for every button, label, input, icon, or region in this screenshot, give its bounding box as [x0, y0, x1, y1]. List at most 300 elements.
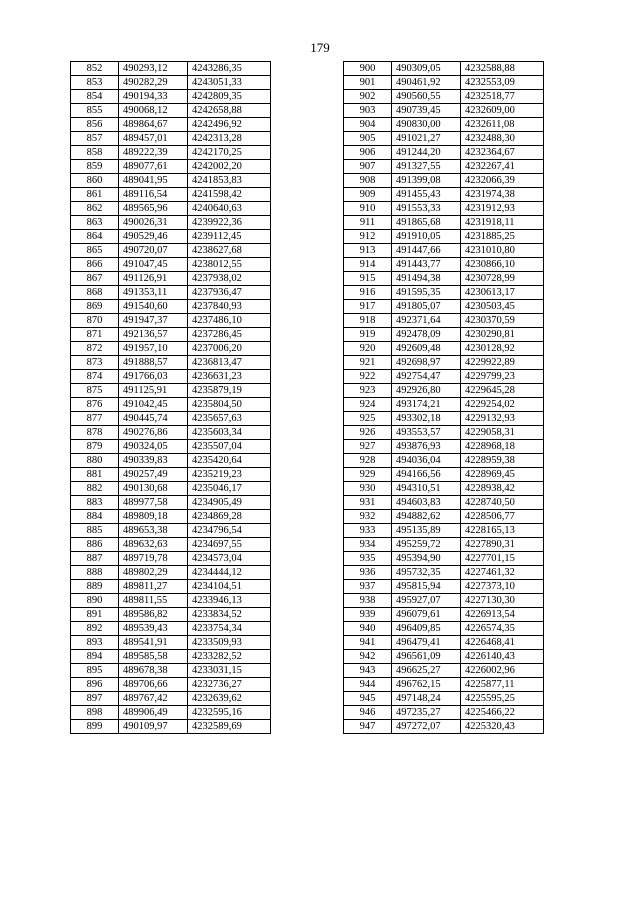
table-row: [71, 174, 271, 188]
coordinates-table-right: [343, 61, 544, 734]
x-coordinate-cell: 490560,55: [392, 90, 461, 104]
point-number-cell: 928: [344, 454, 392, 468]
point-number-cell: 852: [71, 62, 119, 76]
x-coordinate-cell: 491957,10: [119, 342, 188, 356]
point-number-cell: 884: [71, 510, 119, 524]
x-coordinate-cell: 490461,92: [392, 76, 461, 90]
point-number-cell: 925: [344, 412, 392, 426]
x-coordinate-cell: 489802,29: [119, 566, 188, 580]
table-row: [344, 482, 544, 496]
table-row: [71, 594, 271, 608]
y-coordinate-cell: 4232066,39: [461, 174, 544, 188]
x-coordinate-cell: 489457,01: [119, 132, 188, 146]
table-row: [71, 650, 271, 664]
point-number-cell: 882: [71, 482, 119, 496]
x-coordinate-cell: 490194,33: [119, 90, 188, 104]
y-coordinate-cell: 4235804,50: [188, 398, 271, 412]
x-coordinate-cell: 491595,35: [392, 286, 461, 300]
table-row: [344, 202, 544, 216]
point-number-cell: 936: [344, 566, 392, 580]
y-coordinate-cell: 4232267,41: [461, 160, 544, 174]
table-row: [71, 510, 271, 524]
table-row: [344, 90, 544, 104]
y-coordinate-cell: 4242170,25: [188, 146, 271, 160]
y-coordinate-cell: 4232609,00: [461, 104, 544, 118]
point-number-cell: 881: [71, 468, 119, 482]
point-number-cell: 912: [344, 230, 392, 244]
table-row: [71, 440, 271, 454]
x-coordinate-cell: 489586,82: [119, 608, 188, 622]
x-coordinate-cell: 490529,46: [119, 230, 188, 244]
y-coordinate-cell: 4239922,36: [188, 216, 271, 230]
x-coordinate-cell: 494166,56: [392, 468, 461, 482]
point-number-cell: 887: [71, 552, 119, 566]
table-row: [71, 720, 271, 734]
point-number-cell: 902: [344, 90, 392, 104]
table-row: [344, 678, 544, 692]
table-row: [71, 62, 271, 76]
y-coordinate-cell: 4237936,47: [188, 286, 271, 300]
point-number-cell: 896: [71, 678, 119, 692]
table-row: [344, 342, 544, 356]
x-coordinate-cell: 491244,20: [392, 146, 461, 160]
table-row: [344, 412, 544, 426]
x-coordinate-cell: 489678,38: [119, 664, 188, 678]
point-number-cell: 933: [344, 524, 392, 538]
y-coordinate-cell: 4242658,88: [188, 104, 271, 118]
x-coordinate-cell: 492609,48: [392, 342, 461, 356]
table-row: [71, 90, 271, 104]
x-coordinate-cell: 491540,60: [119, 300, 188, 314]
y-coordinate-cell: 4226574,35: [461, 622, 544, 636]
y-coordinate-cell: 4238627,68: [188, 244, 271, 258]
x-coordinate-cell: 489565,96: [119, 202, 188, 216]
table-row: [344, 454, 544, 468]
table-row: [344, 258, 544, 272]
table-row: [71, 328, 271, 342]
y-coordinate-cell: 4225320,43: [461, 720, 544, 734]
point-number-cell: 897: [71, 692, 119, 706]
y-coordinate-cell: 4227701,15: [461, 552, 544, 566]
x-coordinate-cell: 494603,83: [392, 496, 461, 510]
table-row: [71, 622, 271, 636]
y-coordinate-cell: 4230613,17: [461, 286, 544, 300]
table-row: [344, 146, 544, 160]
y-coordinate-cell: 4235420,64: [188, 454, 271, 468]
table-row: [71, 76, 271, 90]
table-row: [71, 398, 271, 412]
point-number-cell: 868: [71, 286, 119, 300]
y-coordinate-cell: 4237486,10: [188, 314, 271, 328]
point-number-cell: 906: [344, 146, 392, 160]
y-coordinate-cell: 4234697,55: [188, 538, 271, 552]
table-row: [71, 216, 271, 230]
y-coordinate-cell: 4233834,52: [188, 608, 271, 622]
point-number-cell: 879: [71, 440, 119, 454]
point-number-cell: 853: [71, 76, 119, 90]
y-coordinate-cell: 4232639,62: [188, 692, 271, 706]
table-row: [71, 258, 271, 272]
point-number-cell: 891: [71, 608, 119, 622]
point-number-cell: 883: [71, 496, 119, 510]
x-coordinate-cell: 491888,57: [119, 356, 188, 370]
point-number-cell: 938: [344, 594, 392, 608]
table-row: [344, 104, 544, 118]
y-coordinate-cell: 4227130,30: [461, 594, 544, 608]
table-row: [344, 216, 544, 230]
x-coordinate-cell: 491805,07: [392, 300, 461, 314]
x-coordinate-cell: 489653,38: [119, 524, 188, 538]
table-row: [344, 230, 544, 244]
y-coordinate-cell: 4230290,81: [461, 328, 544, 342]
y-coordinate-cell: 4226140,43: [461, 650, 544, 664]
point-number-cell: 913: [344, 244, 392, 258]
x-coordinate-cell: 489864,67: [119, 118, 188, 132]
y-coordinate-cell: 4229132,93: [461, 412, 544, 426]
y-coordinate-cell: 4229058,31: [461, 426, 544, 440]
y-coordinate-cell: 4229645,28: [461, 384, 544, 398]
x-coordinate-cell: 489222,39: [119, 146, 188, 160]
x-coordinate-cell: 496409,85: [392, 622, 461, 636]
point-number-cell: 921: [344, 356, 392, 370]
x-coordinate-cell: 495815,94: [392, 580, 461, 594]
point-number-cell: 917: [344, 300, 392, 314]
point-number-cell: 861: [71, 188, 119, 202]
y-coordinate-cell: 4227373,10: [461, 580, 544, 594]
x-coordinate-cell: 490339,83: [119, 454, 188, 468]
point-number-cell: 930: [344, 482, 392, 496]
y-coordinate-cell: 4242496,92: [188, 118, 271, 132]
table-row: [71, 608, 271, 622]
x-coordinate-cell: 495927,07: [392, 594, 461, 608]
point-number-cell: 866: [71, 258, 119, 272]
y-coordinate-cell: 4234869,28: [188, 510, 271, 524]
x-coordinate-cell: 491766,03: [119, 370, 188, 384]
x-coordinate-cell: 490720,07: [119, 244, 188, 258]
table-row: [344, 496, 544, 510]
table-row: [344, 132, 544, 146]
point-number-cell: 922: [344, 370, 392, 384]
x-coordinate-cell: 492754,47: [392, 370, 461, 384]
x-coordinate-cell: 492698,97: [392, 356, 461, 370]
point-number-cell: 923: [344, 384, 392, 398]
x-coordinate-cell: 493302,18: [392, 412, 461, 426]
x-coordinate-cell: 491042,45: [119, 398, 188, 412]
point-number-cell: 858: [71, 146, 119, 160]
x-coordinate-cell: 491047,45: [119, 258, 188, 272]
y-coordinate-cell: 4235603,34: [188, 426, 271, 440]
point-number-cell: 901: [344, 76, 392, 90]
y-coordinate-cell: 4227461,32: [461, 566, 544, 580]
point-number-cell: 860: [71, 174, 119, 188]
y-coordinate-cell: 4242809,35: [188, 90, 271, 104]
y-coordinate-cell: 4242002,20: [188, 160, 271, 174]
point-number-cell: 941: [344, 636, 392, 650]
table-row: [344, 244, 544, 258]
point-number-cell: 904: [344, 118, 392, 132]
point-number-cell: 934: [344, 538, 392, 552]
point-number-cell: 944: [344, 678, 392, 692]
point-number-cell: 889: [71, 580, 119, 594]
table-row: [344, 356, 544, 370]
y-coordinate-cell: 4234104,51: [188, 580, 271, 594]
table-row: [344, 608, 544, 622]
point-number-cell: 899: [71, 720, 119, 734]
y-coordinate-cell: 4237938,02: [188, 272, 271, 286]
table-row: [71, 160, 271, 174]
table-row: [344, 188, 544, 202]
table-row: [71, 202, 271, 216]
point-number-cell: 893: [71, 636, 119, 650]
x-coordinate-cell: 495394,90: [392, 552, 461, 566]
x-coordinate-cell: 491910,05: [392, 230, 461, 244]
x-coordinate-cell: 496762,15: [392, 678, 461, 692]
table-row: [344, 328, 544, 342]
point-number-cell: 859: [71, 160, 119, 174]
x-coordinate-cell: 491125,91: [119, 384, 188, 398]
table-row: [71, 454, 271, 468]
point-number-cell: 872: [71, 342, 119, 356]
table-row: [344, 76, 544, 90]
y-coordinate-cell: 4232553,09: [461, 76, 544, 90]
y-coordinate-cell: 4226468,41: [461, 636, 544, 650]
x-coordinate-cell: 491865,68: [392, 216, 461, 230]
x-coordinate-cell: 490324,05: [119, 440, 188, 454]
y-coordinate-cell: 4232595,16: [188, 706, 271, 720]
point-number-cell: 942: [344, 650, 392, 664]
point-number-cell: 877: [71, 412, 119, 426]
y-coordinate-cell: 4233031,15: [188, 664, 271, 678]
y-coordinate-cell: 4233754,34: [188, 622, 271, 636]
y-coordinate-cell: 4232588,88: [461, 62, 544, 76]
table-row: [344, 160, 544, 174]
x-coordinate-cell: 489811,55: [119, 594, 188, 608]
y-coordinate-cell: 4228506,77: [461, 510, 544, 524]
point-number-cell: 875: [71, 384, 119, 398]
table-row: [344, 118, 544, 132]
table-row: [71, 300, 271, 314]
y-coordinate-cell: 4241598,42: [188, 188, 271, 202]
table-row: [344, 552, 544, 566]
table-row: [344, 174, 544, 188]
point-number-cell: 876: [71, 398, 119, 412]
y-coordinate-cell: 4231912,93: [461, 202, 544, 216]
x-coordinate-cell: 492371,64: [392, 314, 461, 328]
x-coordinate-cell: 491353,11: [119, 286, 188, 300]
y-coordinate-cell: 4228938,42: [461, 482, 544, 496]
x-coordinate-cell: 490130,68: [119, 482, 188, 496]
table-row: [71, 104, 271, 118]
point-number-cell: 927: [344, 440, 392, 454]
x-coordinate-cell: 490293,12: [119, 62, 188, 76]
y-coordinate-cell: 4225466,22: [461, 706, 544, 720]
point-number-cell: 926: [344, 426, 392, 440]
y-coordinate-cell: 4232589,69: [188, 720, 271, 734]
point-number-cell: 920: [344, 342, 392, 356]
y-coordinate-cell: 4243051,33: [188, 76, 271, 90]
table-row: [344, 594, 544, 608]
table-row: [71, 496, 271, 510]
table-row: [344, 384, 544, 398]
point-number-cell: 940: [344, 622, 392, 636]
x-coordinate-cell: 496561,09: [392, 650, 461, 664]
table-row: [71, 314, 271, 328]
table-row: [71, 146, 271, 160]
point-number-cell: 865: [71, 244, 119, 258]
coordinates-table-left: [70, 61, 271, 734]
point-number-cell: 869: [71, 300, 119, 314]
table-row: [71, 118, 271, 132]
y-coordinate-cell: 4226913,54: [461, 608, 544, 622]
y-coordinate-cell: 4231010,80: [461, 244, 544, 258]
y-coordinate-cell: 4228969,45: [461, 468, 544, 482]
point-number-cell: 935: [344, 552, 392, 566]
table-row: [71, 356, 271, 370]
point-number-cell: 916: [344, 286, 392, 300]
table-row: [71, 482, 271, 496]
table-row: [71, 692, 271, 706]
point-number-cell: 947: [344, 720, 392, 734]
point-number-cell: 878: [71, 426, 119, 440]
point-number-cell: 931: [344, 496, 392, 510]
x-coordinate-cell: 491126,91: [119, 272, 188, 286]
y-coordinate-cell: 4229799,23: [461, 370, 544, 384]
table-row: [344, 524, 544, 538]
y-coordinate-cell: 4237006,20: [188, 342, 271, 356]
y-coordinate-cell: 4232488,30: [461, 132, 544, 146]
x-coordinate-cell: 489977,58: [119, 496, 188, 510]
table-row: [344, 440, 544, 454]
x-coordinate-cell: 495259,72: [392, 538, 461, 552]
y-coordinate-cell: 4232518,77: [461, 90, 544, 104]
y-coordinate-cell: 4235507,04: [188, 440, 271, 454]
x-coordinate-cell: 492136,57: [119, 328, 188, 342]
y-coordinate-cell: 4234444,12: [188, 566, 271, 580]
x-coordinate-cell: 494882,62: [392, 510, 461, 524]
y-coordinate-cell: 4235219,23: [188, 468, 271, 482]
x-coordinate-cell: 489116,54: [119, 188, 188, 202]
y-coordinate-cell: 4231885,25: [461, 230, 544, 244]
x-coordinate-cell: 491399,08: [392, 174, 461, 188]
point-number-cell: 907: [344, 160, 392, 174]
table-row: [71, 426, 271, 440]
y-coordinate-cell: 4228959,38: [461, 454, 544, 468]
y-coordinate-cell: 4230128,92: [461, 342, 544, 356]
x-coordinate-cell: 489811,27: [119, 580, 188, 594]
point-number-cell: 919: [344, 328, 392, 342]
y-coordinate-cell: 4235879,19: [188, 384, 271, 398]
y-coordinate-cell: 4227890,31: [461, 538, 544, 552]
point-number-cell: 908: [344, 174, 392, 188]
point-number-cell: 886: [71, 538, 119, 552]
x-coordinate-cell: 490026,31: [119, 216, 188, 230]
y-coordinate-cell: 4233509,93: [188, 636, 271, 650]
point-number-cell: 939: [344, 608, 392, 622]
x-coordinate-cell: 489906,49: [119, 706, 188, 720]
point-number-cell: 856: [71, 118, 119, 132]
y-coordinate-cell: 4230370,59: [461, 314, 544, 328]
x-coordinate-cell: 491494,38: [392, 272, 461, 286]
x-coordinate-cell: 494036,04: [392, 454, 461, 468]
point-number-cell: 903: [344, 104, 392, 118]
x-coordinate-cell: 491947,37: [119, 314, 188, 328]
table-row: [344, 272, 544, 286]
x-coordinate-cell: 489632,63: [119, 538, 188, 552]
y-coordinate-cell: 4237840,93: [188, 300, 271, 314]
x-coordinate-cell: 492926,80: [392, 384, 461, 398]
x-coordinate-cell: 489719,78: [119, 552, 188, 566]
table-row: [344, 720, 544, 734]
point-number-cell: 874: [71, 370, 119, 384]
table-row: [344, 300, 544, 314]
point-number-cell: 854: [71, 90, 119, 104]
y-coordinate-cell: 4243286,35: [188, 62, 271, 76]
table-row: [71, 412, 271, 426]
x-coordinate-cell: 489767,42: [119, 692, 188, 706]
point-number-cell: 863: [71, 216, 119, 230]
point-number-cell: 946: [344, 706, 392, 720]
y-coordinate-cell: 4234796,54: [188, 524, 271, 538]
table-row: [344, 510, 544, 524]
table-row: [71, 636, 271, 650]
point-number-cell: 909: [344, 188, 392, 202]
table-row: [344, 664, 544, 678]
x-coordinate-cell: 489541,91: [119, 636, 188, 650]
y-coordinate-cell: 4236631,23: [188, 370, 271, 384]
table-row: [344, 622, 544, 636]
y-coordinate-cell: 4232611,08: [461, 118, 544, 132]
table-row: [71, 538, 271, 552]
x-coordinate-cell: 490276,86: [119, 426, 188, 440]
table-row: [344, 426, 544, 440]
point-number-cell: 894: [71, 650, 119, 664]
table-row: [344, 62, 544, 76]
x-coordinate-cell: 490445,74: [119, 412, 188, 426]
x-coordinate-cell: 490109,97: [119, 720, 188, 734]
table-row: [344, 468, 544, 482]
point-number-cell: 924: [344, 398, 392, 412]
x-coordinate-cell: 489041,95: [119, 174, 188, 188]
point-number-cell: 945: [344, 692, 392, 706]
y-coordinate-cell: 4233282,52: [188, 650, 271, 664]
point-number-cell: 911: [344, 216, 392, 230]
y-coordinate-cell: 4233946,13: [188, 594, 271, 608]
table-row: [71, 272, 271, 286]
table-row: [344, 650, 544, 664]
point-number-cell: 937: [344, 580, 392, 594]
table-row: [71, 286, 271, 300]
y-coordinate-cell: 4242313,28: [188, 132, 271, 146]
x-coordinate-cell: 493553,57: [392, 426, 461, 440]
table-row: [71, 132, 271, 146]
y-coordinate-cell: 4237286,45: [188, 328, 271, 342]
point-number-cell: 915: [344, 272, 392, 286]
point-number-cell: 890: [71, 594, 119, 608]
y-coordinate-cell: 4230728,99: [461, 272, 544, 286]
x-coordinate-cell: 490257,49: [119, 468, 188, 482]
y-coordinate-cell: 4229922,89: [461, 356, 544, 370]
x-coordinate-cell: 489585,58: [119, 650, 188, 664]
y-coordinate-cell: 4231918,11: [461, 216, 544, 230]
y-coordinate-cell: 4235046,17: [188, 482, 271, 496]
point-number-cell: 892: [71, 622, 119, 636]
y-coordinate-cell: 4225877,11: [461, 678, 544, 692]
x-coordinate-cell: 489539,43: [119, 622, 188, 636]
y-coordinate-cell: 4229254,02: [461, 398, 544, 412]
point-number-cell: 862: [71, 202, 119, 216]
x-coordinate-cell: 496079,61: [392, 608, 461, 622]
table-row: [71, 230, 271, 244]
